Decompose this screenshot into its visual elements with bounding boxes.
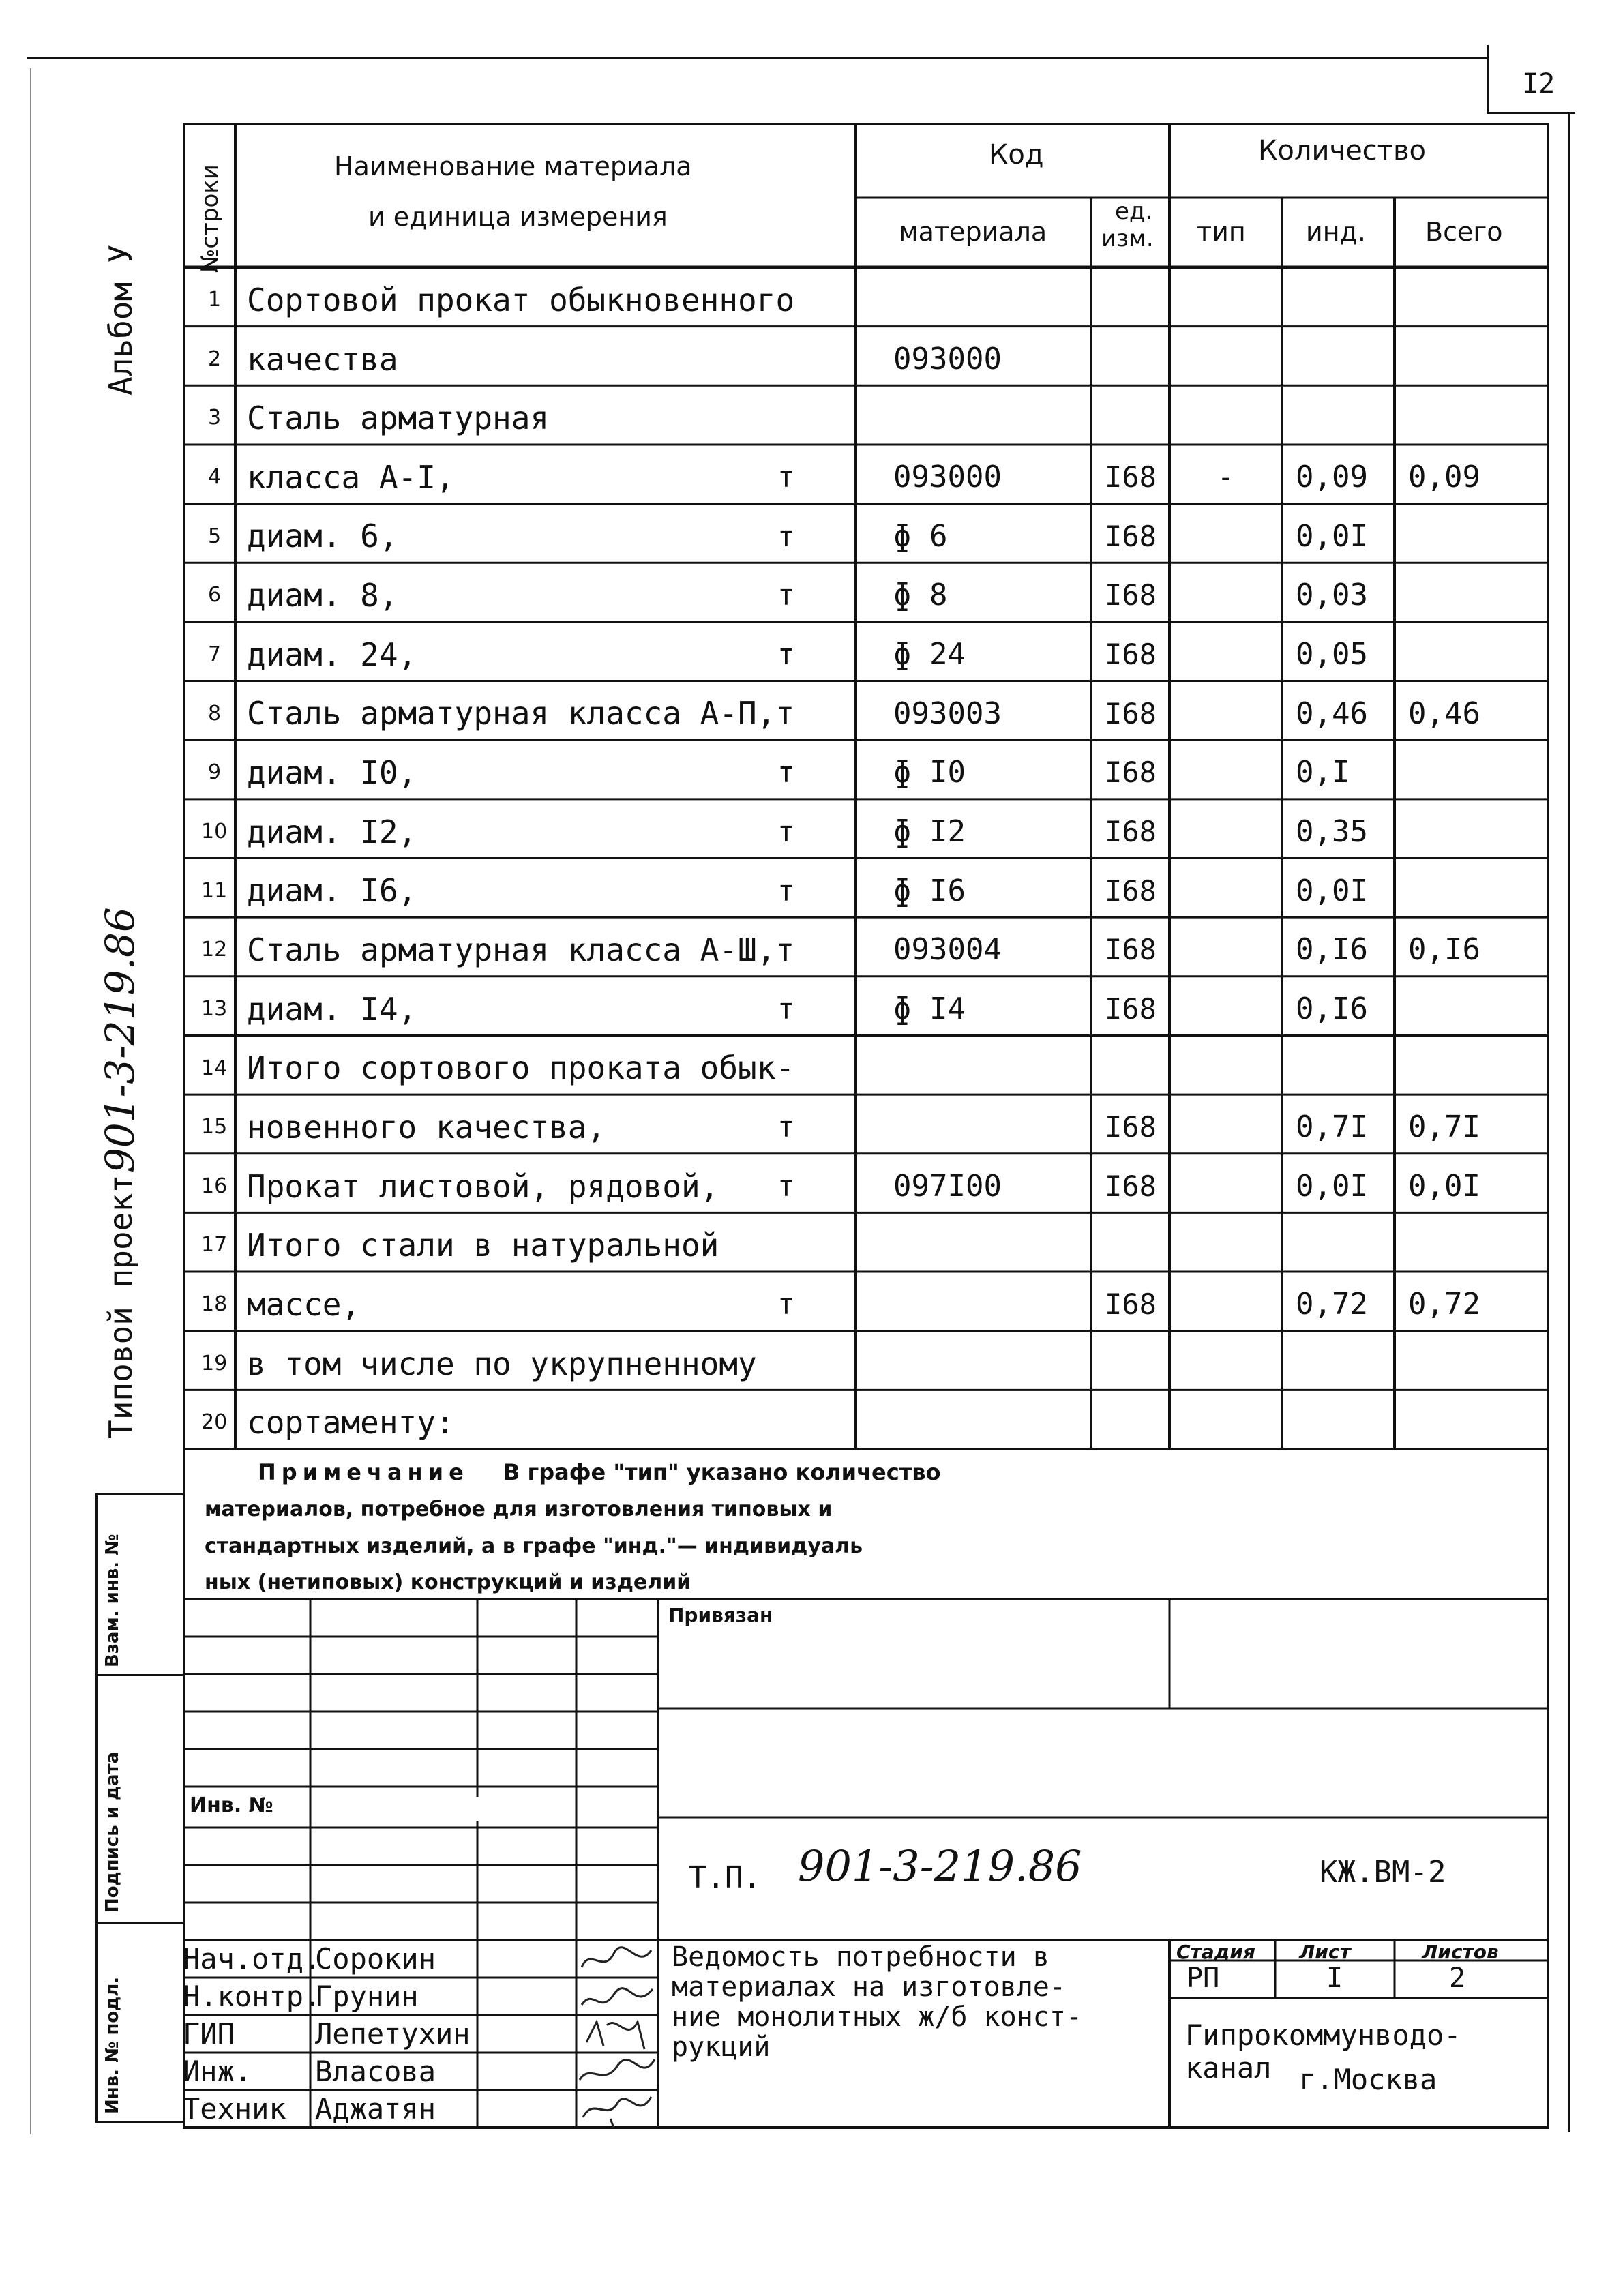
unit-mark: т [777,638,795,672]
note-line-1: В графе "тип" указано количество [503,1459,941,1485]
header-quantity: Количество [1258,135,1427,166]
sheets-label: Листов [1422,1941,1499,1963]
qty-ind: 0,72 [1296,1287,1368,1322]
header-name-2: и единица измерения [368,202,668,232]
header-code: Код [989,139,1044,170]
unit-code: I68 [1105,1110,1157,1144]
header-total: Всего [1425,217,1503,247]
row-number: 2 [208,346,222,371]
sheets-value: 2 [1449,1963,1466,1994]
row-number: 3 [208,406,222,430]
qty-total: 0,I6 [1408,932,1480,968]
qty-total: 0,46 [1408,696,1480,731]
material-name: массе, [247,1285,361,1323]
material-code: 093000 [893,341,1002,376]
note-line-3: стандартных изделий, а в графе "инд."— индивидуаль [205,1534,863,1558]
header-unit-1: ед. [1115,198,1153,225]
sheet-label: Лист [1299,1941,1351,1963]
inv-no-label: Инв. № [190,1793,273,1817]
material-name: сортаменту: [247,1404,455,1442]
sheet-value: I [1326,1963,1343,1994]
material-name: Сталь арматурная класса А-П,т [247,695,795,732]
person-name: Грунин [315,1980,419,2013]
material-name: диам. I2, [247,813,417,850]
unit-code: I68 [1105,696,1157,730]
org-line-1: Гипрокоммунводо- [1185,2018,1461,2052]
material-name: диам. I4, [247,990,417,1028]
material-code: ɸ I2 [893,814,966,849]
header-material: материала [899,217,1047,247]
qty-ind: 0,I6 [1296,991,1368,1026]
material-code: ɸ I0 [893,755,966,790]
row-number: 20 [201,1410,228,1435]
unit-code: I68 [1105,1287,1157,1322]
unit-mark: т [777,992,795,1026]
privyazan-label: Привязан [668,1604,773,1626]
material-name: Сталь арматурная класса А-Ш,т [247,931,795,969]
unit-mark: т [777,1110,795,1144]
stamp-inv: Инв. № подл. [102,1976,123,2114]
qty-total: 0,0I [1408,1168,1480,1204]
stamp-podpis: Подпись и дата [102,1751,123,1913]
stamp-vzam: Взам. инв. № [102,1534,123,1667]
header-name-1: Наименование материала [334,151,692,181]
unit-code: I68 [1105,756,1157,790]
material-code: ɸ 6 [893,518,948,554]
person-role: Техник [183,2092,286,2126]
qty-total: 0,72 [1408,1287,1480,1322]
signature-lepetukhin [586,2022,644,2049]
material-code: 097I00 [893,1168,1002,1204]
unit-code: I68 [1105,992,1157,1026]
signature-sorokin [582,1948,651,1967]
person-name: Лепетухин [315,2017,471,2051]
material-name: в том числе по укрупненному [247,1345,757,1382]
row-number: 1 [208,288,222,312]
org-city: г.Москва [1299,2063,1437,2096]
person-role: Н.контр. [183,1980,321,2013]
doc-description-4: рукций [672,2031,771,2063]
header-row-no: №строки [196,164,224,273]
unit-mark: т [777,815,795,849]
org-line-2: канал [1185,2051,1272,2085]
header-unit-2: изм. [1101,225,1154,252]
sheet-code: КЖ.ВМ-2 [1320,1855,1446,1890]
unit-mark: т [777,460,795,494]
note-title: Примечание [258,1459,469,1485]
material-name: новенного качества, [247,1108,606,1146]
signature-adzhatyan [583,2097,651,2128]
material-name: качества [247,340,398,378]
note-line-4: ных (нетиповых) конструкций и изделий [205,1570,691,1594]
qty-ind: 0,I6 [1296,932,1368,968]
unit-code: I68 [1105,874,1157,908]
row-number: 18 [201,1292,228,1317]
doc-description-1: Ведомость потребности в [672,1941,1049,1973]
person-name: Сорокин [315,1942,436,1976]
row-number: 4 [208,465,222,490]
unit-code: I68 [1105,933,1157,967]
qty-type: - [1217,460,1235,494]
unit-mark: т [777,756,795,790]
material-code: ɸ I6 [893,873,966,908]
qty-ind: 0,35 [1296,814,1368,849]
row-number: 11 [201,878,228,903]
person-name: Аджатян [315,2092,436,2126]
tp-code-handwritten: 901-3-219.86 [798,1841,1082,1891]
row-number: 12 [201,938,228,962]
material-name: диам. 8, [247,577,398,614]
doc-description-2: материалах на изготовле- [672,1971,1066,2003]
row-number: 5 [208,524,222,548]
unit-mark: т [777,1287,795,1322]
row-number: 6 [208,583,222,608]
material-name: Сортовой прокат обыкновенного [247,281,795,318]
row-number: 8 [208,701,222,726]
tp-label: Т.П. [689,1860,761,1895]
project-code-handwritten: 901-3-219.86 [97,907,143,1173]
row-number: 17 [201,1233,228,1257]
material-code: 093000 [893,459,1002,494]
person-name: Власова [315,2055,436,2088]
material-name: класса А-I, [247,458,455,496]
qty-ind: 0,0I [1296,1168,1368,1204]
row-number: 9 [208,760,222,785]
row-number: 15 [201,1115,228,1139]
material-name: Итого сортового проката обык- [247,1049,795,1087]
material-code: ɸ 24 [893,636,966,672]
header-ind: инд. [1306,217,1366,247]
qty-total: 0,09 [1408,459,1480,494]
material-code: 093003 [893,696,1002,731]
qty-ind: 0,0I [1296,518,1368,554]
signature-grunin [582,1988,653,2005]
qty-ind: 0,05 [1296,636,1368,672]
qty-ind: 0,0I [1296,873,1368,908]
row-number: 14 [201,1056,228,1080]
unit-code: I68 [1105,638,1157,672]
person-role: Нач.отд. [183,1942,321,1976]
material-code: ɸ I4 [893,991,966,1026]
material-name: Сталь арматурная [247,400,550,437]
unit-mark: т [777,519,795,553]
row-number: 16 [201,1174,228,1198]
material-name: диам. 6, [247,518,398,555]
album-label: Альбом У [102,244,139,396]
row-number: 7 [208,642,222,666]
unit-code: I68 [1105,460,1157,494]
signature-scribbles [576,1940,658,2128]
unit-code: I68 [1105,578,1157,612]
material-code: 093004 [893,932,1002,968]
row-number: 19 [201,1351,228,1375]
material-name: диам. I0, [247,754,417,792]
qty-ind: 0,09 [1296,459,1368,494]
qty-ind: 0,7I [1296,1109,1368,1145]
material-name: Итого стали в натуральной [247,1227,719,1264]
unit-mark: т [777,1169,795,1203]
page-number: I2 [1522,68,1555,100]
qty-total: 0,7I [1408,1109,1480,1145]
material-name: Прокат листовой, рядовой, [247,1167,719,1205]
unit-mark: т [777,578,795,612]
qty-ind: 0,46 [1296,696,1368,731]
unit-code: I68 [1105,1169,1157,1203]
person-role: ГИП [183,2017,235,2051]
person-role: Инж. [183,2055,252,2088]
stage-label: Стадия [1176,1941,1255,1963]
row-number: 13 [201,996,228,1021]
project-label: Типовой проект [102,1174,139,1439]
material-name: диам. I6, [247,872,417,910]
doc-description-3: ние монолитных ж/б конст- [672,2001,1083,2033]
unit-code: I68 [1105,519,1157,553]
stage-value: РП [1187,1963,1220,1994]
qty-ind: 0,I [1296,755,1350,790]
unit-mark: т [777,874,795,908]
row-number: 10 [201,819,228,844]
signature-vlasova [580,2059,655,2080]
qty-ind: 0,03 [1296,578,1368,613]
header-type: тип [1197,217,1246,247]
note-line-2: материалов, потребное для изготовления типовых и [205,1497,833,1521]
unit-code: I68 [1105,815,1157,849]
material-code: ɸ 8 [893,578,948,613]
material-name: диам. 24, [247,636,417,673]
